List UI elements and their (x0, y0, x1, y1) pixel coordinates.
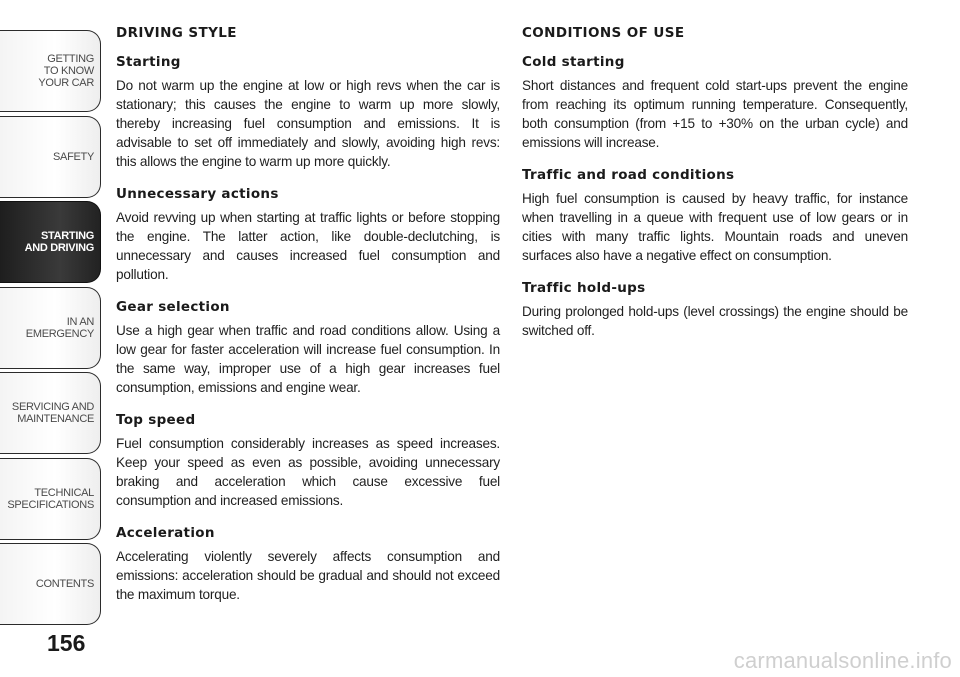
tab-safety[interactable] (0, 116, 101, 198)
right-column (522, 25, 908, 355)
watermark: carmanualsonline.info (733, 648, 952, 673)
tab-getting-to-know-your-car[interactable] (0, 30, 101, 112)
tab-label: SERVICING AND MAINTENANCE (11, 401, 94, 425)
paragraph: Fuel consumption considerably increases as speed increases. Keep your speed as even as possible, avoiding unnecessary braking and acceleration which cause excessive fuel consumption and increased emissions. (116, 436, 500, 508)
subsection-heading: Top speed (116, 412, 196, 428)
tab-label: STARTING AND DRIVING (24, 230, 94, 254)
subsection-heading: Acceleration (116, 525, 215, 541)
subsection-heading: Traffic and road conditions (522, 167, 735, 183)
tab-label: SAFETY (53, 151, 94, 163)
paragraph: During prolonged hold-ups (level crossings) the engine should be switched off. (522, 304, 908, 338)
tab-starting-and-driving[interactable] (0, 201, 101, 283)
subsection-heading: Unnecessary actions (116, 186, 279, 202)
tab-technical-specifications[interactable] (0, 458, 101, 540)
tab-label: CONTENTS (35, 578, 94, 590)
paragraph: Avoid revving up when starting at traffic lights or before stopping the engine. The latter action, like double-declutching, is unnecessary and causes increased fuel consumption and pollution. (116, 210, 500, 282)
subsection-heading: Gear selection (116, 299, 230, 315)
tab-servicing-and-maintenance[interactable] (0, 372, 101, 454)
tab-contents[interactable] (0, 543, 101, 625)
tab-label: TECHNICAL SPECIFICATIONS (7, 487, 94, 511)
page-number: 156 (47, 630, 86, 656)
tab-label: GETTING TO KNOW YOUR CAR (38, 53, 94, 89)
paragraph: Short distances and frequent cold start-ups prevent the engine from reaching its optimum running temperature. Consequently, both consumption (from +15 to +30% on the urban cycle) and emissions will increase. (522, 78, 908, 150)
subsection-heading: Traffic hold-ups (522, 280, 646, 296)
left-column (116, 25, 500, 619)
paragraph: Accelerating violently severely affects consumption and emissions: acceleration should be gradual and should not exceed the maximum torque. (116, 549, 500, 602)
paragraph: High fuel consumption is caused by heavy traffic, for instance when travelling in a queue with frequent use of low gears or in cities with many traffic lights. Mountain roads and uneven surfaces also have a negative effect on consumption. (522, 191, 908, 263)
paragraph: Do not warm up the engine at low or high revs when the car is stationary; this causes the engine to warm up more slowly, thereby increasing fuel consumption and emissions. It is advisable to set off immediately and slowly, avoiding high revs: this allows the engine to warm up more quickly. (116, 78, 500, 169)
subsection-heading: Starting (116, 54, 181, 70)
tab-label: IN AN EMERGENCY (25, 316, 94, 340)
tab-in-an-emergency[interactable] (0, 287, 101, 369)
section-title: DRIVING STYLE (116, 25, 237, 41)
section-title: CONDITIONS OF USE (522, 25, 685, 41)
paragraph: Use a high gear when traffic and road conditions allow. Using a low gear for faster acceleration will increase fuel consumption. In the same way, improper use of a high gear increases fuel consumption, emissions and engine wear. (116, 323, 500, 395)
subsection-heading: Cold starting (522, 54, 625, 70)
